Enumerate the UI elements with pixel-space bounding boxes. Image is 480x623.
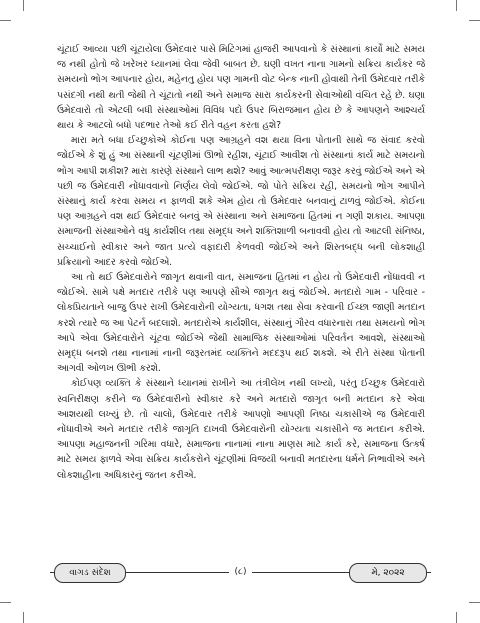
article-body	[57, 42, 425, 483]
crop-mark-bottom-left-h	[0, 602, 11, 603]
paragraph-4: કોઈપણ વ્યક્તિ કે સંસ્થાને ધ્યાનમાં રાખીને આ તંત્રીલેખ નથી લખ્યો, પરંતુ ઈચ્છુક ઉમેદવારો સ્વનિરીક્ષણ કરીને જ ઉમેદવારીનો સ્વીકાર કરે અને મતદારો જાગૃત બની મતદાન કરે એવા આશયથી લખ્યું છે. તો ચાલો, ઉમેદવાર તરીકે આપણો આપણી નિષ્ઠા ચકાસીએ જ ઉમેદવારી નોંધાવીએ અને મતદાર તરીકે જાગૃતિ દાખવી ઉમેદવારોની યોગ્યતા ચકાસીને જ મતદાન કરીએ. આપણા મહાજનની ગરિમા વધારે, સમાજના નાનામાં નાના માણસ માટે કાર્ય કરે, સમાજના ઉત્કર્ષ માટે સમય ફાળવે એવા સક્રિય કાર્યકરોને ચૂંટણીમાં વિજયી બનાવી મતદારના ધર્મને નિભાવીએ અને લોકશાહીના અધિકારનું જતન કરીએ.	[57, 378, 425, 481]
publication-name-badge: વાગડ સંદેશ	[54, 563, 126, 583]
crop-mark-top-left-v	[23, 0, 24, 11]
paragraph-2: મારા મતે બધા ઈચ્છુકોએ કોઈના પણ આગ્રહને વશ થયા વિના પોતાની સાથે જ સંવાદ કરવો જોઈએ કે શું હું આ સંસ્થાની ચૂંટણીમાં ઊભો રહીશ, ચૂંટાઈ આવીશ તો સંસ્થાનાં કાર્ય માટે સમયનો ભોગ આપી શકીશ? મારા કારણે સંસ્થાને લાભ થશે? આવું આત્મપરીક્ષણ જરૂર કરવું જોઈએ અને એ પછી જ ઉમેદવારી નોંધાવવાનો નિર્ણય લેવો જોઈએ. જો પોતે સક્રિય રહી, સમયનો ભોગ આપીને સંસ્થાનું કાર્ય કરવા સમય ન ફાળવી શકે એમ હોય તો ઉમેદવાર બનવાનું ટાળવું જોઈએ. કોઈના પણ આગ્રહને વશ થઈ ઉમેદવાર બનવું એ સંસ્થાના અને સમાજના હિતમાં ન ગણી શકાય. આપણા સમાજની સંસ્થાઓને વધુ કાર્યશીલ તથા સમૃદ્ધ અને શક્તિશાળી બનાવવી હોય તો આટલી સંનિષ્ઠા, સચ્ચાઈનો સ્વીકાર અને જાત પ્રત્યે વફાદારી કેળવવી જોઈએ અને શિસ્તબદ્ધ બની લોકશાહી પ્રક્રિયાનો આદર કરવો જોઈએ.	[57, 135, 425, 268]
crop-mark-bottom-right-v	[456, 612, 457, 623]
crop-mark-bottom-right-h	[469, 602, 480, 603]
paragraph-3: આ તો થઈ ઉમેદવારોને જાગૃત થવાની વાત, સમાજના હિતમાં ન હોય તો ઉમેદવારી નોંધાવવી ન જોઈએ. સામે પક્ષે મતદાર તરીકે પણ આપણે સૌએ જાગૃત થવું જોઈએ. મતદારો ગામ - પરિવાર - લોકપ્રિયતાને બાજુ ઉપર રાખી ઉમેદવારોની યોગ્યતા, ધગશ તથા સેવા કરવાની ઈચ્છા જાણી મતદાન કરશે ત્યારે જ આ પેટર્ન બદલાશે. મતદારોએ કાર્યશીલ, સંસ્થાનું ગૌરવ વધારનારા તથા સમયનો ભોગ આપે એવા ઉમેદવારોને ચૂંટવા જોઈએ જેથી સામાજિક સંસ્થાઓમાં પરિવર્તન આવશે, સંસ્થાઓ સમૃદ્ધ બનશે તથા નાનામાં નાની જરૂરતમંદ વ્યક્તિને મદદરૂપ થઈ શકશે. એ રીતે સંસ્થા પોતાની આગવી ઓળખ ઊભી કરશે.	[57, 272, 425, 375]
crop-mark-top-right-h	[469, 20, 480, 21]
crop-mark-top-left-h	[0, 20, 11, 21]
crop-mark-bottom-left-v	[23, 612, 24, 623]
page-footer	[50, 563, 431, 583]
paragraph-1: ચૂંટાઈ આવ્યા પછી ચૂંટાયેલા ઉમેદવાર પાસે મિટિંગમાં હાજરી આપવાનો કે સંસ્થાનાં કાર્યો માટે સમય જ નથી હોતો જે ખરેખર ધ્યાનમાં લેવા જેવી બાબત છે. ઘણી વખત નાના ગામનો સક્રિય કાર્યકર જે સમયનો ભોગ આપનાર હોય, મહેનતુ હોય પણ ગામની વોટ બેન્ક નાની હોવાથી તેની ઉમેદવાર તરીકે પસંદગી નથી થતી જેથી તે ચૂંટાતો નથી અને સમાજ સારા કાર્યકરની સેવાઓથી વંચિત રહે છે. ઘણા ઉમેદવારો તો એટલી બધી સંસ્થાઓમાં વિવિધ પદો ઉપર બિરાજમાન હોય છે કે આપણને આશ્ચર્ય થાય કે આટલો બધો પદભાર તેઓ કઈ રીતે વહન કરતા હશે?	[57, 44, 425, 132]
issue-date-badge: મે, ૨૦૨૨	[349, 563, 427, 583]
page-number: (૮)	[229, 565, 253, 580]
crop-mark-top-right-v	[456, 0, 457, 11]
